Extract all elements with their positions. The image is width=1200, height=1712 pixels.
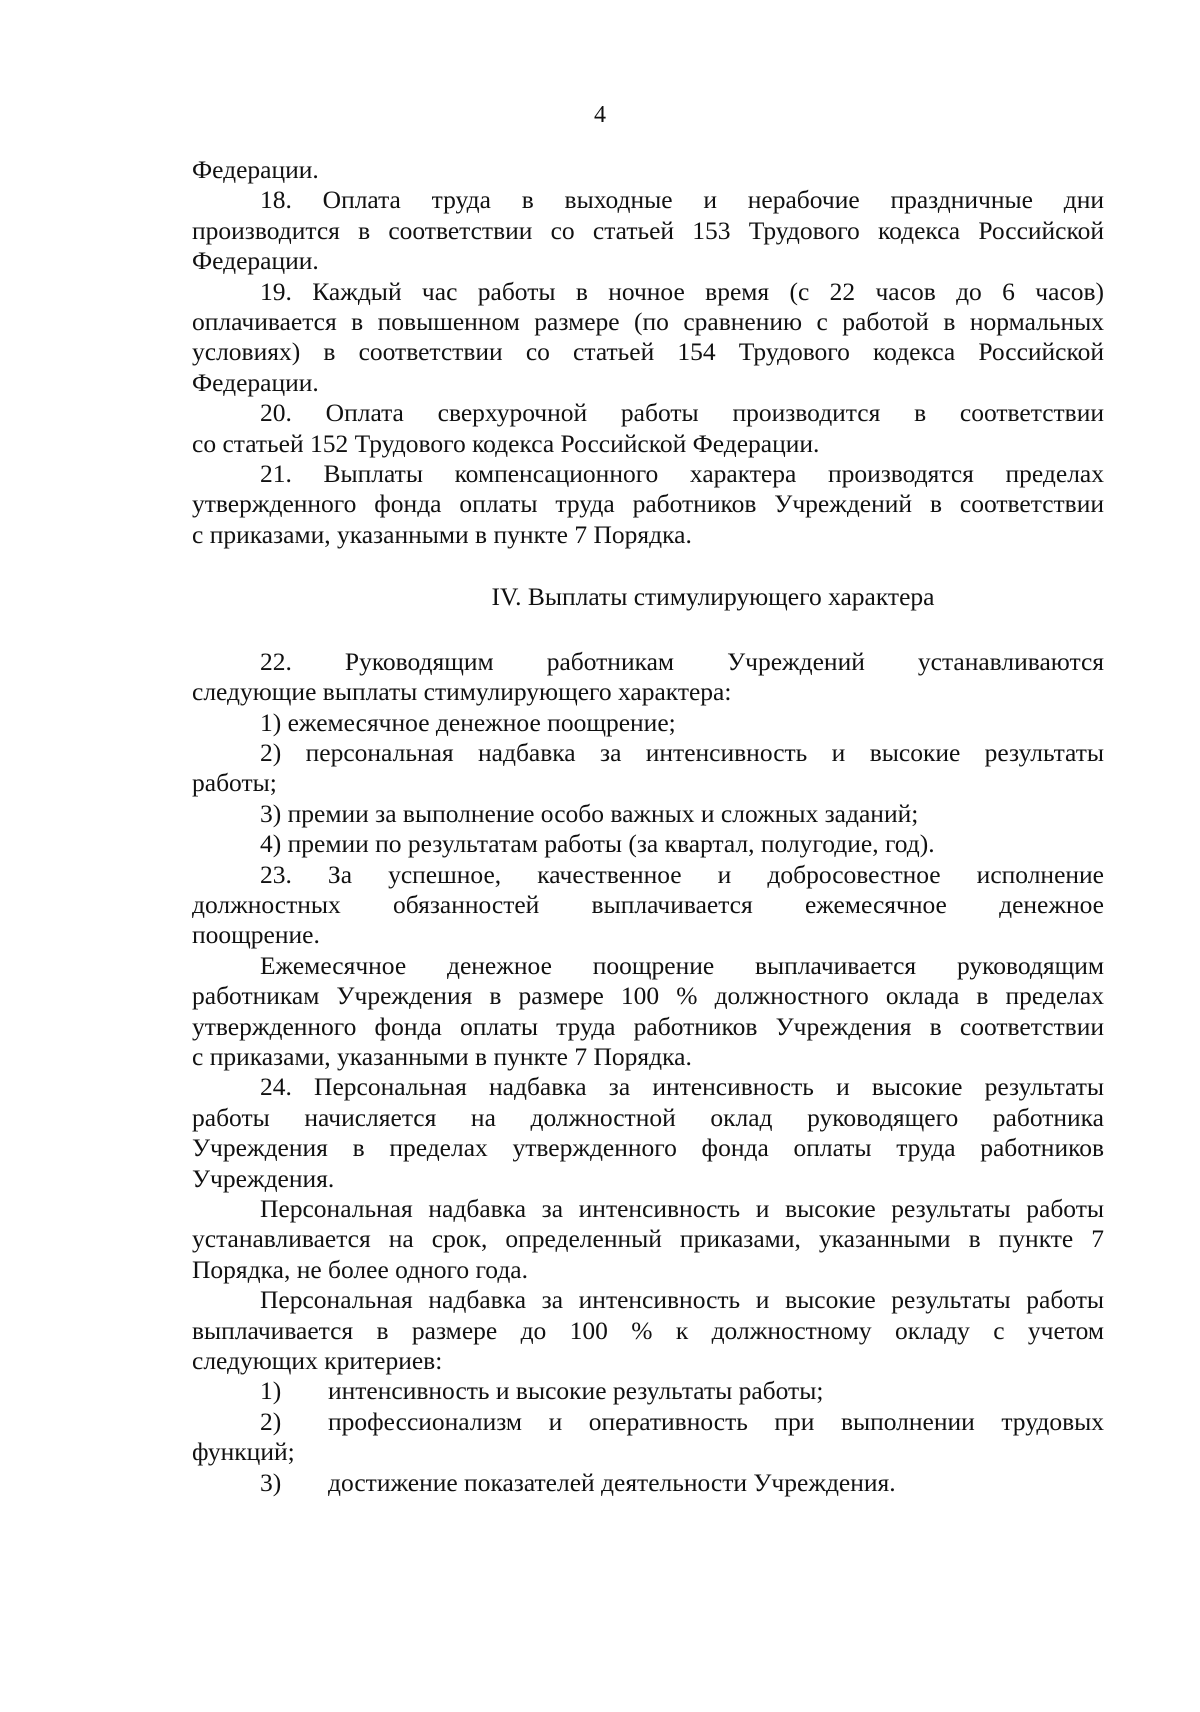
text-line: должностных обязанностей выплачивается ежемесячное денежное (192, 889, 1104, 919)
criteria-item (192, 1376, 1104, 1406)
paragraph-20-line: 20. Оплата сверхурочной работы производится в соответствии (260, 398, 1104, 428)
text-line: следующие выплаты стимулирующего характера: (192, 677, 732, 707)
text-line: с приказами, указанными в пункте 7 Порядка. (192, 1041, 692, 1071)
text-line: функций; (192, 1437, 295, 1467)
text-line: Ежемесячное денежное поощрение выплачивается руководящим (260, 950, 1104, 980)
text-line: Учреждения в пределах утвержденного фонда оплаты труда работников (192, 1133, 1104, 1163)
text-line: Персональная надбавка за интенсивность и высокие результаты работы (260, 1285, 1104, 1315)
text-line: следующих критериев: (192, 1346, 443, 1376)
document-body (192, 155, 1104, 1498)
criteria-text: интенсивность и высокие результаты работы; (328, 1376, 824, 1406)
page-number: 4 (594, 102, 606, 128)
text-line: Порядка, не более одного года. (192, 1254, 528, 1284)
text-line: со статьей 152 Трудового кодекса Российской Федерации. (192, 428, 820, 458)
text-line: работы; (192, 768, 277, 798)
criteria-text: профессионализм и оперативность при выполнении трудовых (328, 1406, 1104, 1436)
paragraph-18-line: 18. Оплата труда в выходные и нерабочие праздничные дни (260, 185, 1104, 215)
list-item: 4) премии по результатам работы (за квартал, полугодие, год). (260, 829, 935, 859)
section-heading: IV. Выплаты стимулирующего характера (491, 582, 935, 612)
paragraph-21-line: 21. Выплаты компенсационного характера производятся пределах (260, 459, 1104, 489)
paragraph-19-line: 19. Каждый час работы в ночное время (с 22 часов до 6 часов) (260, 276, 1104, 306)
paragraph-22-line: 22. Руководящим работникам Учреждений устанавливаются (260, 646, 1104, 676)
text-line: выплачивается в размере до 100 % к должностному окладу с учетом (192, 1315, 1104, 1345)
text-line: Федерации. (192, 155, 319, 184)
criteria-item (192, 1407, 1104, 1437)
text-line: утвержденного фонда оплаты труда работников Учреждения в соответствии (192, 1011, 1104, 1041)
criteria-text: достижение показателей деятельности Учреждения. (328, 1467, 896, 1497)
text-line: условиях) в соответствии со статьей 154 Трудового кодекса Российской (192, 337, 1104, 367)
text-line: Персональная надбавка за интенсивность и высокие результаты работы (260, 1194, 1104, 1223)
paragraph-24-line: 24. Персональная надбавка за интенсивность и высокие результаты (260, 1072, 1104, 1102)
criteria-item (192, 1468, 1104, 1498)
list-item: 1) ежемесячное денежное поощрение; (260, 707, 676, 737)
paragraph-23-line: 23. За успешное, качественное и добросовестное исполнение (260, 859, 1104, 889)
text-line: поощрение. (192, 920, 320, 950)
text-line: Федерации. (192, 367, 319, 397)
text-line: работы начисляется на должностной оклад руководящего работника (192, 1102, 1104, 1132)
list-item: 3) премии за выполнение особо важных и сложных заданий; (260, 798, 919, 828)
criteria-number: 1) (260, 1376, 282, 1406)
list-item: 2) персональная надбавка за интенсивность и высокие результаты (260, 737, 1104, 767)
criteria-number: 3) (260, 1467, 282, 1497)
text-line: с приказами, указанными в пункте 7 Порядка. (192, 519, 692, 549)
text-line: устанавливается на срок, определенный приказами, указанными в пункте 7 (192, 1224, 1104, 1254)
text-line: Федерации. (192, 246, 319, 276)
text-line: производится в соответствии со статьей 153 Трудового кодекса Российской (192, 215, 1104, 245)
text-line: оплачивается в повышенном размере (по сравнению с работой в нормальных (192, 307, 1104, 337)
text-line: Учреждения. (192, 1163, 335, 1193)
text-line: утвержденного фонда оплаты труда работников Учреждений в соответствии (192, 489, 1104, 519)
text-line: работникам Учреждения в размере 100 % должностного оклада в пределах (192, 981, 1104, 1011)
criteria-number: 2) (260, 1406, 282, 1436)
